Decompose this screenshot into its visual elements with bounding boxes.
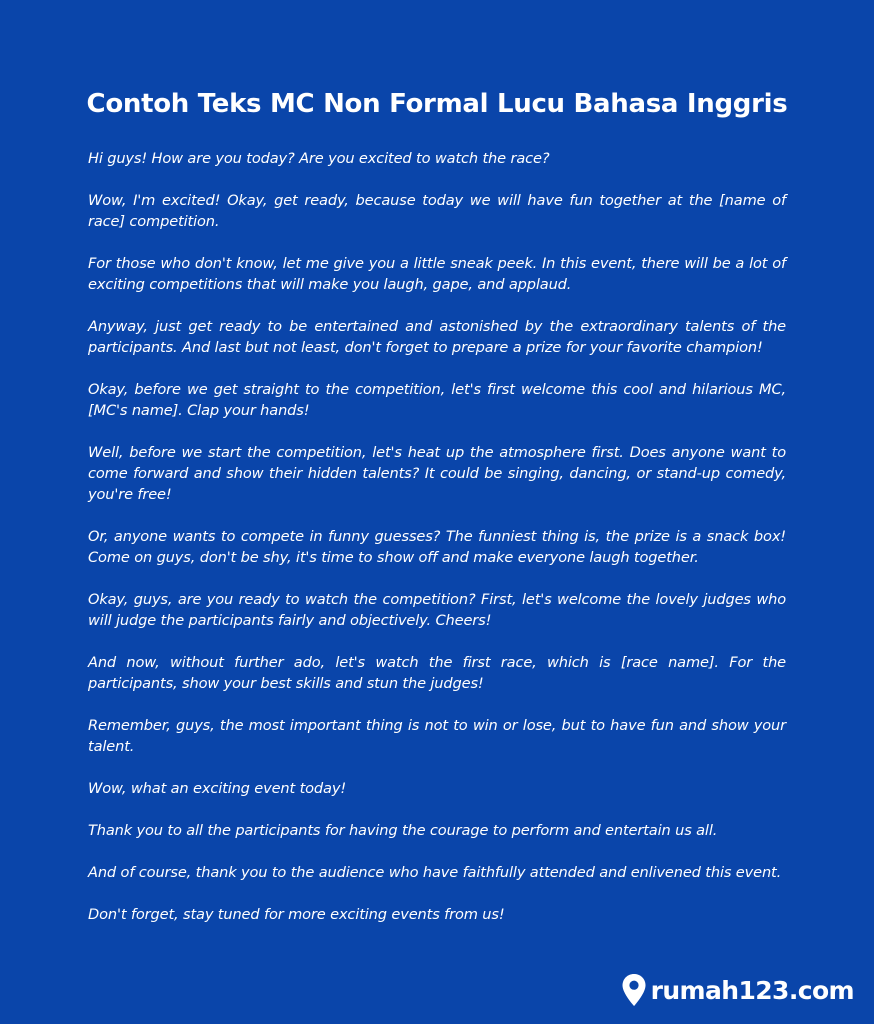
paragraph: Anyway, just get ready to be entertained and astonished by the extraordinary talents of the participants. And last but not least, don't forget to prepare a prize for your favorite champion!	[88, 318, 786, 356]
paragraph: And now, without further ado, let's watch the first race, which is [race name]. For the participants, show your best skills and stun the judges!	[88, 654, 786, 692]
paragraph: Okay, before we get straight to the competition, let's first welcome this cool and hilarious MC, [MC's name]. Clap your hands!	[88, 381, 786, 419]
brand-logo-text: rumah123.com	[650, 975, 854, 1005]
paragraph: Well, before we start the competition, let's heat up the atmosphere first. Does anyone want to come forward and show their hidden talents? It could be singing, dancing, or stand-up comedy, you're free!	[88, 444, 786, 503]
page-title: Contoh Teks MC Non Formal Lucu Bahasa Inggris	[86, 89, 788, 119]
paragraph: Don't forget, stay tuned for more exciting events from us!	[88, 906, 505, 923]
paragraph: Hi guys! How are you today? Are you excited to watch the race?	[88, 150, 550, 167]
brand-logo	[621, 970, 854, 1010]
paragraph: Thank you to all the participants for having the courage to perform and entertain us all.	[88, 822, 718, 839]
location-pin-icon	[621, 973, 647, 1007]
article-body	[88, 148, 786, 946]
paragraph: Remember, guys, the most important thing is not to win or lose, but to have fun and show your talent.	[88, 717, 786, 755]
paragraph: For those who don't know, let me give you a little sneak peek. In this event, there will be a lot of exciting competitions that will make you laugh, gape, and applaud.	[88, 255, 786, 293]
paragraph: And of course, thank you to the audience who have faithfully attended and enlivened this event.	[88, 864, 782, 881]
paragraph: Or, anyone wants to compete in funny guesses? The funniest thing is, the prize is a snack box! Come on guys, don't be shy, it's time to show off and make everyone laugh together.	[88, 528, 786, 566]
paragraph: Wow, I'm excited! Okay, get ready, because today we will have fun together at the [name of race] competition.	[88, 192, 786, 230]
paragraph: Wow, what an exciting event today!	[88, 780, 347, 797]
paragraph: Okay, guys, are you ready to watch the competition? First, let's welcome the lovely judges who will judge the participants fairly and objectively. Cheers!	[88, 591, 786, 629]
